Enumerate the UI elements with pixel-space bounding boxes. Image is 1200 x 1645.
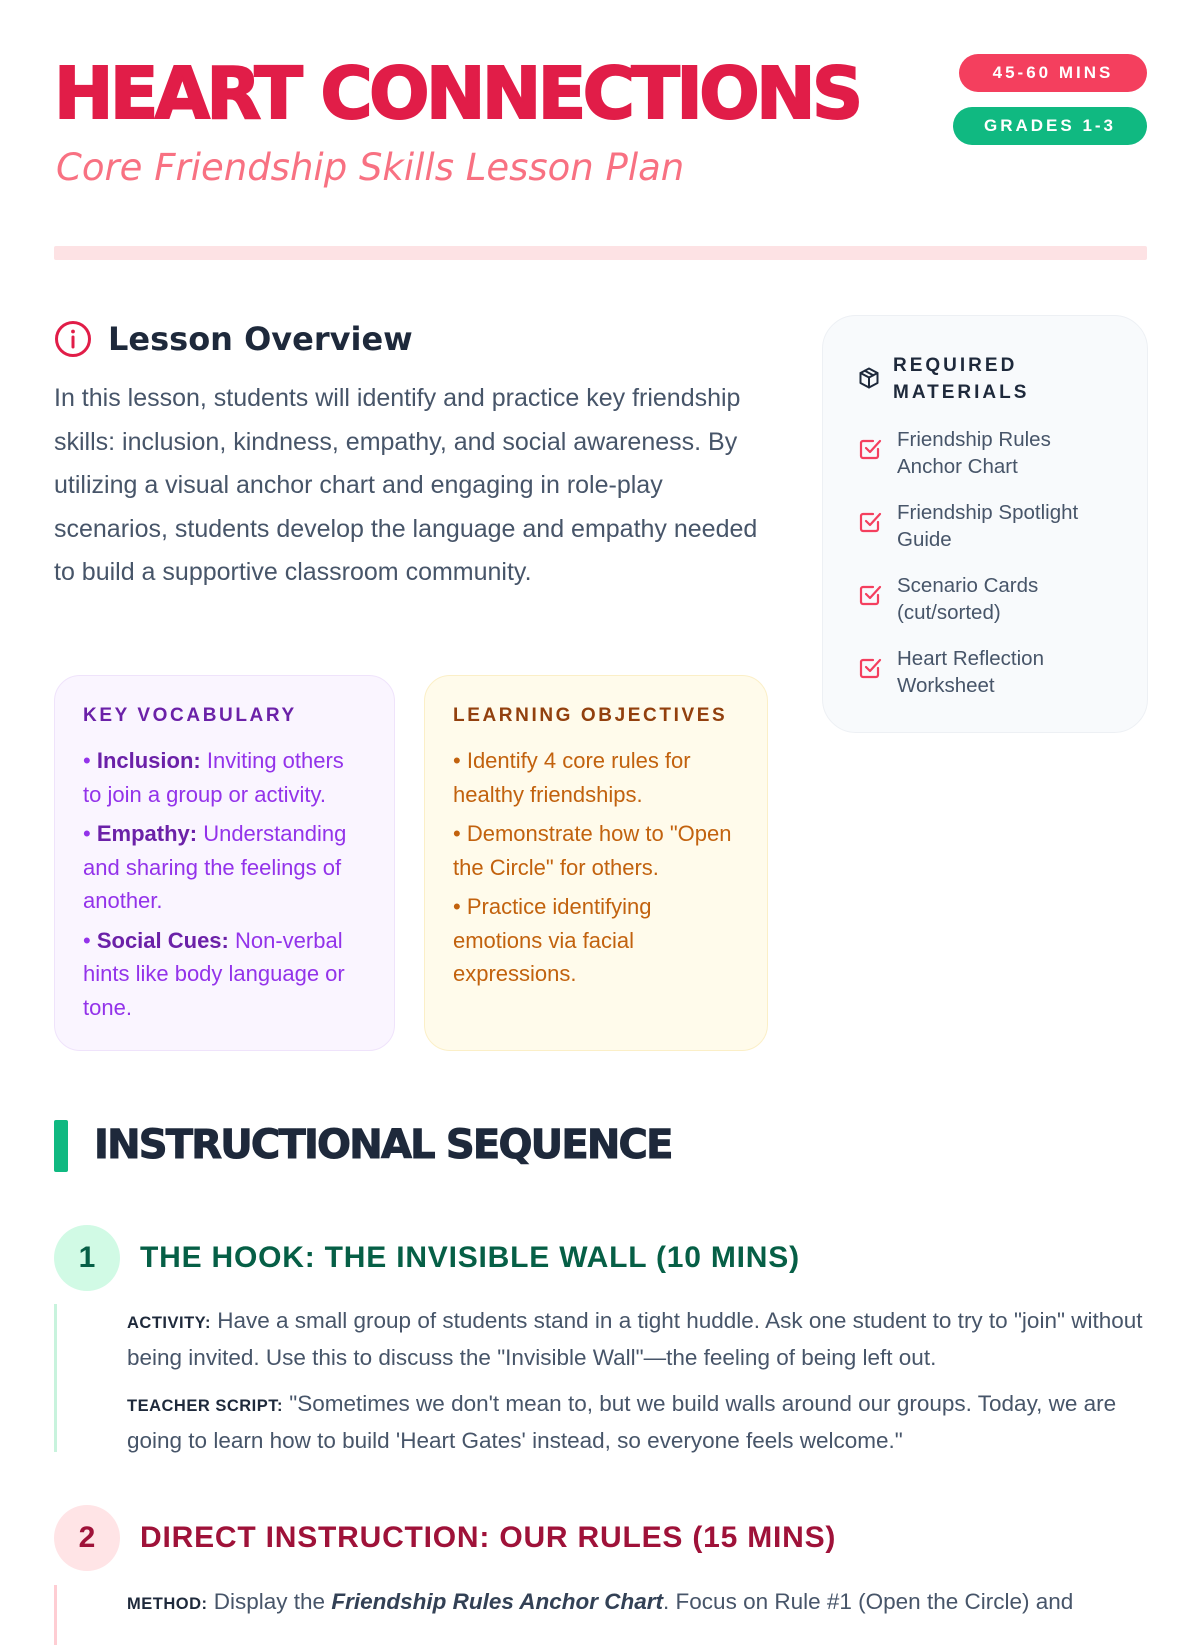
materials-item [857, 499, 1127, 555]
materials-item-label: Scenario Cards (cut/sorted) [897, 574, 1039, 624]
vocabulary-definition: Non-verbal hints like body language or tone. [83, 927, 345, 1020]
step-body [54, 1304, 1148, 1452]
vocabulary-term: Empathy: [96, 821, 198, 846]
step-title: DIRECT INSTRUCTION: OUR RULES (15 MINS) [140, 1521, 837, 1554]
materials-item [857, 426, 1127, 482]
step-body [54, 1585, 1148, 1645]
method-highlight: Friendship Rules Anchor Chart [331, 1589, 664, 1614]
overview-title: Lesson Overview [108, 320, 413, 358]
checkbox-checked-icon [857, 436, 883, 462]
vocabulary-term: Social Cues: [96, 927, 229, 953]
vocabulary-definition: Understanding and sharing the feelings of another. [83, 821, 347, 913]
checkbox-checked-icon [857, 509, 883, 535]
script-text: "Sometimes we don't mean to, but we build walls around our groups. Today, we are going to learn how to build 'Heart Gates' instead, so everyone feels welcome." [127, 1391, 1117, 1453]
header-divider [54, 246, 1147, 260]
step-number-badge: 2 [54, 1505, 120, 1571]
activity-label: ACTIVITY: [127, 1314, 211, 1332]
objectives-label: LEARNING OBJECTIVES [453, 705, 728, 726]
method-label: METHOD: [127, 1595, 208, 1613]
vocabulary-term: Inclusion: [96, 748, 201, 773]
page-header [54, 48, 1147, 198]
activity-text: Have a small group of students stand in a tight huddle. Ask one student to try to "join" without being invited. Use this to discuss the "Invisible Wall"—the feeling of being left out. [127, 1308, 1143, 1370]
checkbox-checked-icon [857, 655, 883, 681]
script-label: TEACHER SCRIPT: [127, 1397, 284, 1415]
vocabulary-card [54, 675, 395, 1051]
step-title: THE HOOK: THE INVISIBLE WALL (10 MINS) [140, 1241, 800, 1274]
info-circle-icon [54, 320, 92, 358]
overview-text: In this lesson, students will identify and practice key friendship skills: inclusion, kindness, empathy, and social awareness. By utilizing a visual anchor chart and engaging in role-play scenarios, students develop the language and empathy needed to build a supportive classroom community. [54, 384, 758, 586]
sequence-title: INSTRUCTIONAL SEQUENCE [94, 1122, 672, 1168]
page-subtitle: Core Friendship Skills Lesson Plan [56, 146, 685, 189]
grades-badge: GRADES 1-3 [953, 107, 1147, 145]
step-number-badge: 1 [54, 1225, 120, 1291]
checkbox-checked-icon [857, 582, 883, 608]
materials-title: REQUIRED MATERIALS [893, 355, 1030, 403]
sequence-accent-bar [54, 1120, 68, 1172]
package-icon [857, 366, 881, 390]
script-paragraph [127, 1387, 1148, 1457]
materials-item-label: Friendship Spotlight Guide [897, 501, 1079, 551]
objectives-card [424, 675, 768, 1051]
vocabulary-item: • Inclusion: Inviting others to join a group or activity. [83, 748, 344, 807]
duration-badge: 45-60 MINS [959, 54, 1147, 92]
materials-item [857, 645, 1127, 701]
materials-item-label: Heart Reflection Worksheet [897, 647, 1044, 697]
activity-paragraph [127, 1304, 1148, 1374]
vocabulary-definition: Inviting others to join a group or activity. [83, 748, 344, 807]
materials-item-label: Friendship Rules Anchor Chart [897, 428, 1051, 478]
vocabulary-item: • Social Cues: Non-verbal hints like body language or tone. [83, 927, 345, 1020]
method-paragraph: METHOD: Display the Friendship Rules Anchor Chart. Focus on Rule #1 (Open the Circle) and [127, 1589, 1074, 1614]
page-title: HEART CONNECTIONS [54, 52, 860, 135]
objective-item: • Identify 4 core rules for healthy friendships. [453, 748, 691, 807]
objective-item: • Practice identifying emotions via facial expressions. [453, 894, 652, 986]
materials-item [857, 572, 1127, 628]
vocabulary-label: KEY VOCABULARY [83, 705, 297, 726]
vocabulary-item: • Empathy: Understanding and sharing the feelings of another. [83, 821, 347, 913]
objective-item: • Demonstrate how to "Open the Circle" for others. [453, 821, 732, 880]
materials-panel [822, 315, 1148, 733]
